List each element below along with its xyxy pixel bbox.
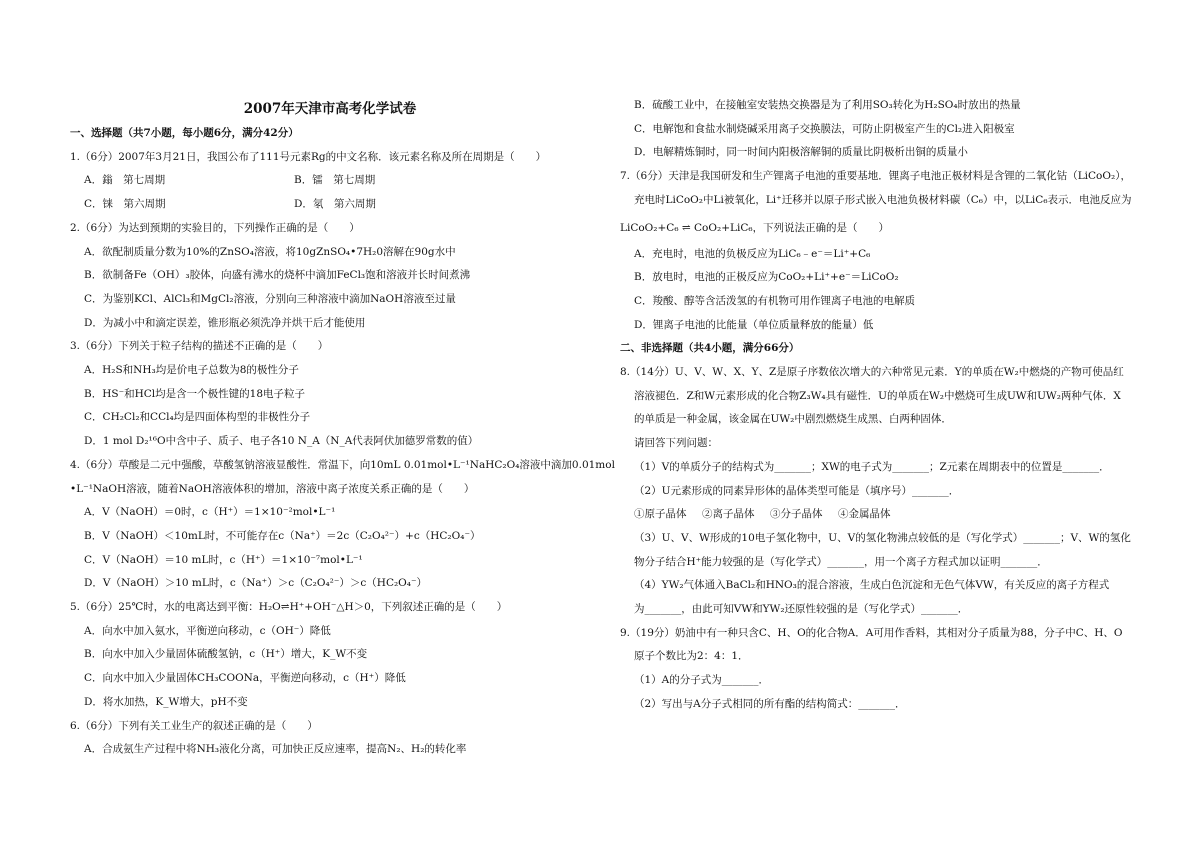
question-6-stem: 6.（6分）下列有关工业生产的叙述正确的是（ ） <box>70 719 318 732</box>
question-7-stem-line1: 7.（6分）天津是我国研发和生产锂离子电池的重要基地．锂离子电池正极材料是含锂的二氧化钴（LiCoO₂）， <box>620 170 1131 183</box>
option-a: A．V（NaOH）＝0时，c（H⁺）＝1×10⁻²mol•L⁻¹ <box>84 506 336 519</box>
option-d: D．氡 第六周期 <box>294 198 376 211</box>
option-a: A．合成氨生产过程中将NH₃液化分离，可加快正反应速率，提高N₂、H₂的转化率 <box>84 743 467 756</box>
option-b: B．HS⁻和HCl均是含一个极性键的18电子粒子 <box>84 387 306 400</box>
option-c: C．电解饱和食盐水制烧碱采用离子交换膜法，可防止阴极室产生的Cl₂进入阳极室 <box>634 122 1015 135</box>
section-heading-choice: 一、选择题（共7小题，每小题6分，满分42分） <box>70 127 299 139</box>
option-d: D．1 mol D₂¹⁶O中含中子、质子、电子各10 N_A（N_A代表阿伏加德罗常数的值） <box>84 435 479 448</box>
question-8-part-3a: （3）U、V、W形成的10电子氢化物中，U、V的氢化物沸点较低的是（写化学式）_______；V、W的氢化 <box>634 531 1131 544</box>
question-8-part-4a: （4）YW₂气体通入BaCl₂和HNO₃的混合溶液，生成白色沉淀和无色气体VW，有关反应的离子方程式 <box>634 579 1110 592</box>
section-heading-nonchoice: 二、非选择题（共4小题，满分66分） <box>620 342 800 355</box>
option-b: B．欲制备Fe（OH）₃胶体，向盛有沸水的烧杯中滴加FeCl₃饱和溶液并长时间煮沸 <box>84 269 471 282</box>
option-b: B．V（NaOH）＜10mL时，不可能存在c（Na⁺）＝2c（C₂O₄²⁻）+c（HC₂O₄⁻） <box>84 529 481 542</box>
option-a: A．鎓 第七周期 <box>84 174 166 187</box>
option-c: C．向水中加入少量固体CH₃COONa，平衡逆向移动，c（H⁺）降低 <box>84 672 406 685</box>
question-2-stem: 2.（6分）为达到预期的实验目的，下列操作正确的是（ ） <box>70 221 360 234</box>
crystal-option-3: ③分子晶体 <box>770 508 823 521</box>
option-c: C．铼 第六周期 <box>84 198 166 211</box>
option-a: A．充电时，电池的负极反应为LiC₆﹣e⁻＝Li⁺+C₆ <box>634 247 871 260</box>
question-5-stem: 5.（6分）25℃时，水的电离达到平衡：H₂O⇌H⁺+OH⁻△H＞0，下列叙述正确的是（ ） <box>70 601 508 614</box>
option-d: D．为减小中和滴定误差，锥形瓶必须洗净并烘干后才能使用 <box>84 316 366 329</box>
crystal-option-2: ②离子晶体 <box>702 508 755 521</box>
option-b: B．镭 第七周期 <box>294 174 376 187</box>
question-7-stem-line2: 充电时LiCoO₂中Li被氧化，Li⁺迁移并以原子形式嵌入电池负极材料碳（C₆）中，以LiC₆表示．电池反应为 <box>634 193 1132 206</box>
question-3-stem: 3.（6分）下列关于粒子结构的描述不正确的是（ ） <box>70 340 329 353</box>
question-9-line2: 原子个数比为2：4：1． <box>634 650 749 663</box>
question-1-options-row2 <box>70 193 590 217</box>
option-a: A．欲配制质量分数为10%的ZnSO₄溶液，将10gZnSO₄•7H₂0溶解在90g水中 <box>84 245 456 258</box>
right-column <box>620 94 1140 717</box>
question-9-line1: 9.（19分）奶油中有一种只含C、H、O的化合物A．A可用作香料，其相对分子质量为88，分子中C、H、O <box>620 626 1123 639</box>
crystal-option-4: ④金属晶体 <box>838 508 891 521</box>
option-c: C．CH₂Cl₂和CCl₄均是四面体构型的非极性分子 <box>84 411 311 424</box>
question-8-crystal-options <box>620 503 1140 527</box>
option-b: B．硫酸工业中，在接触室安装热交换器是为了利用SO₃转化为H₂SO₄时放出的热量 <box>634 99 1021 111</box>
question-8-part-4b: 为_______，由此可知VW和YW₂还原性较强的是（写化学式）_______． <box>634 603 969 616</box>
option-a: A．向水中加入氨水，平衡逆向移动，c（OH⁻）降低 <box>84 624 331 637</box>
question-8-part-3b: 物分子结合H⁺能力较强的是（写化学式）_______，用一个离子方程式加以证明_______． <box>634 555 1048 568</box>
question-4-stem-line1: 4.（6分）草酸是二元中强酸，草酸氢钠溶液显酸性．常温下，向10mL 0.01mol•L⁻¹NaHC₂O₄溶液中滴加0.01mol <box>70 458 615 471</box>
question-9-part-2: （2）写出与A分子式相同的所有酯的结构简式：_______． <box>634 697 906 710</box>
crystal-option-1: ①原子晶体 <box>634 508 687 521</box>
question-8-part-2: （2）U元素形成的同素异形体的晶体类型可能是（填序号）_______． <box>634 484 960 497</box>
question-8-part-1: （1）V的单质分子的结构式为_______；XW的电子式为_______；Z元素在周期表中的位置是_______． <box>634 460 1110 473</box>
question-1-stem: 1.（6分）2007年3月21日，我国公布了111号元素Rg的中文名称．该元素名称及所在周期是（ ） <box>70 150 547 163</box>
question-8-line1: 8.（14分）U、V、W、X、Y、Z是原子序数依次增大的六种常见元素．Y的单质在W₂中燃烧的产物可使品红 <box>620 366 1124 379</box>
question-9-part-1: （1）A的分子式为_______． <box>634 674 770 687</box>
left-column <box>70 94 615 762</box>
question-7-stem-line3: LiCoO₂+C₆ ⇌ CoO₂+LiC₆，下列说法正确的是（ ） <box>620 221 890 234</box>
option-c: C．羧酸、醇等含活泼氢的有机物可用作锂离子电池的电解质 <box>634 294 916 307</box>
option-c: C．为鉴别KCl、AlCl₃和MgCl₂溶液，分别向三种溶液中滴加NaOH溶液至过量 <box>84 292 456 305</box>
option-d: D．将水加热，K_W增大，pH不变 <box>84 695 248 708</box>
question-8-prompt: 请回答下列问题： <box>634 437 718 450</box>
question-4-stem-line2: •L⁻¹NaOH溶液，随着NaOH溶液体积的增加，溶液中离子浓度关系正确的是（ ） <box>70 482 475 495</box>
option-c: C．V（NaOH）＝10 mL时，c（H⁺）＝1×10⁻⁷mol•L⁻¹ <box>84 553 363 566</box>
option-d: D．锂离子电池的比能量（单位质量释放的能量）低 <box>634 318 874 331</box>
page-title: 2007年天津市高考化学试卷 <box>243 101 417 117</box>
option-b: B．向水中加入少量固体硫酸氢钠，c（H⁺）增大，K_W不变 <box>84 648 368 661</box>
question-1-options-row1 <box>70 169 590 193</box>
option-a: A．H₂S和NH₃均是价电子总数为8的极性分子 <box>84 364 299 377</box>
question-8-line3: 的单质是一种金属，该金属在UW₂中剧烈燃烧生成黑、白两种固体． <box>634 413 952 426</box>
option-d: D．电解精炼铜时，同一时间内阳极溶解铜的质量比阴极析出铜的质量小 <box>634 146 968 159</box>
option-b: B．放电时，电池的正极反应为CoO₂+Li⁺+e⁻＝LiCoO₂ <box>634 271 899 284</box>
question-8-line2: 溶液褪色．Z和W元素形成的化合物Z₃W₄具有磁性．U的单质在W₂中燃烧可生成UW和UW₂两种气体．X <box>634 389 1121 402</box>
option-d: D．V（NaOH）＞10 mL时，c（Na⁺）＞c（C₂O₄²⁻）＞c（HC₂O₄⁻） <box>84 577 428 590</box>
